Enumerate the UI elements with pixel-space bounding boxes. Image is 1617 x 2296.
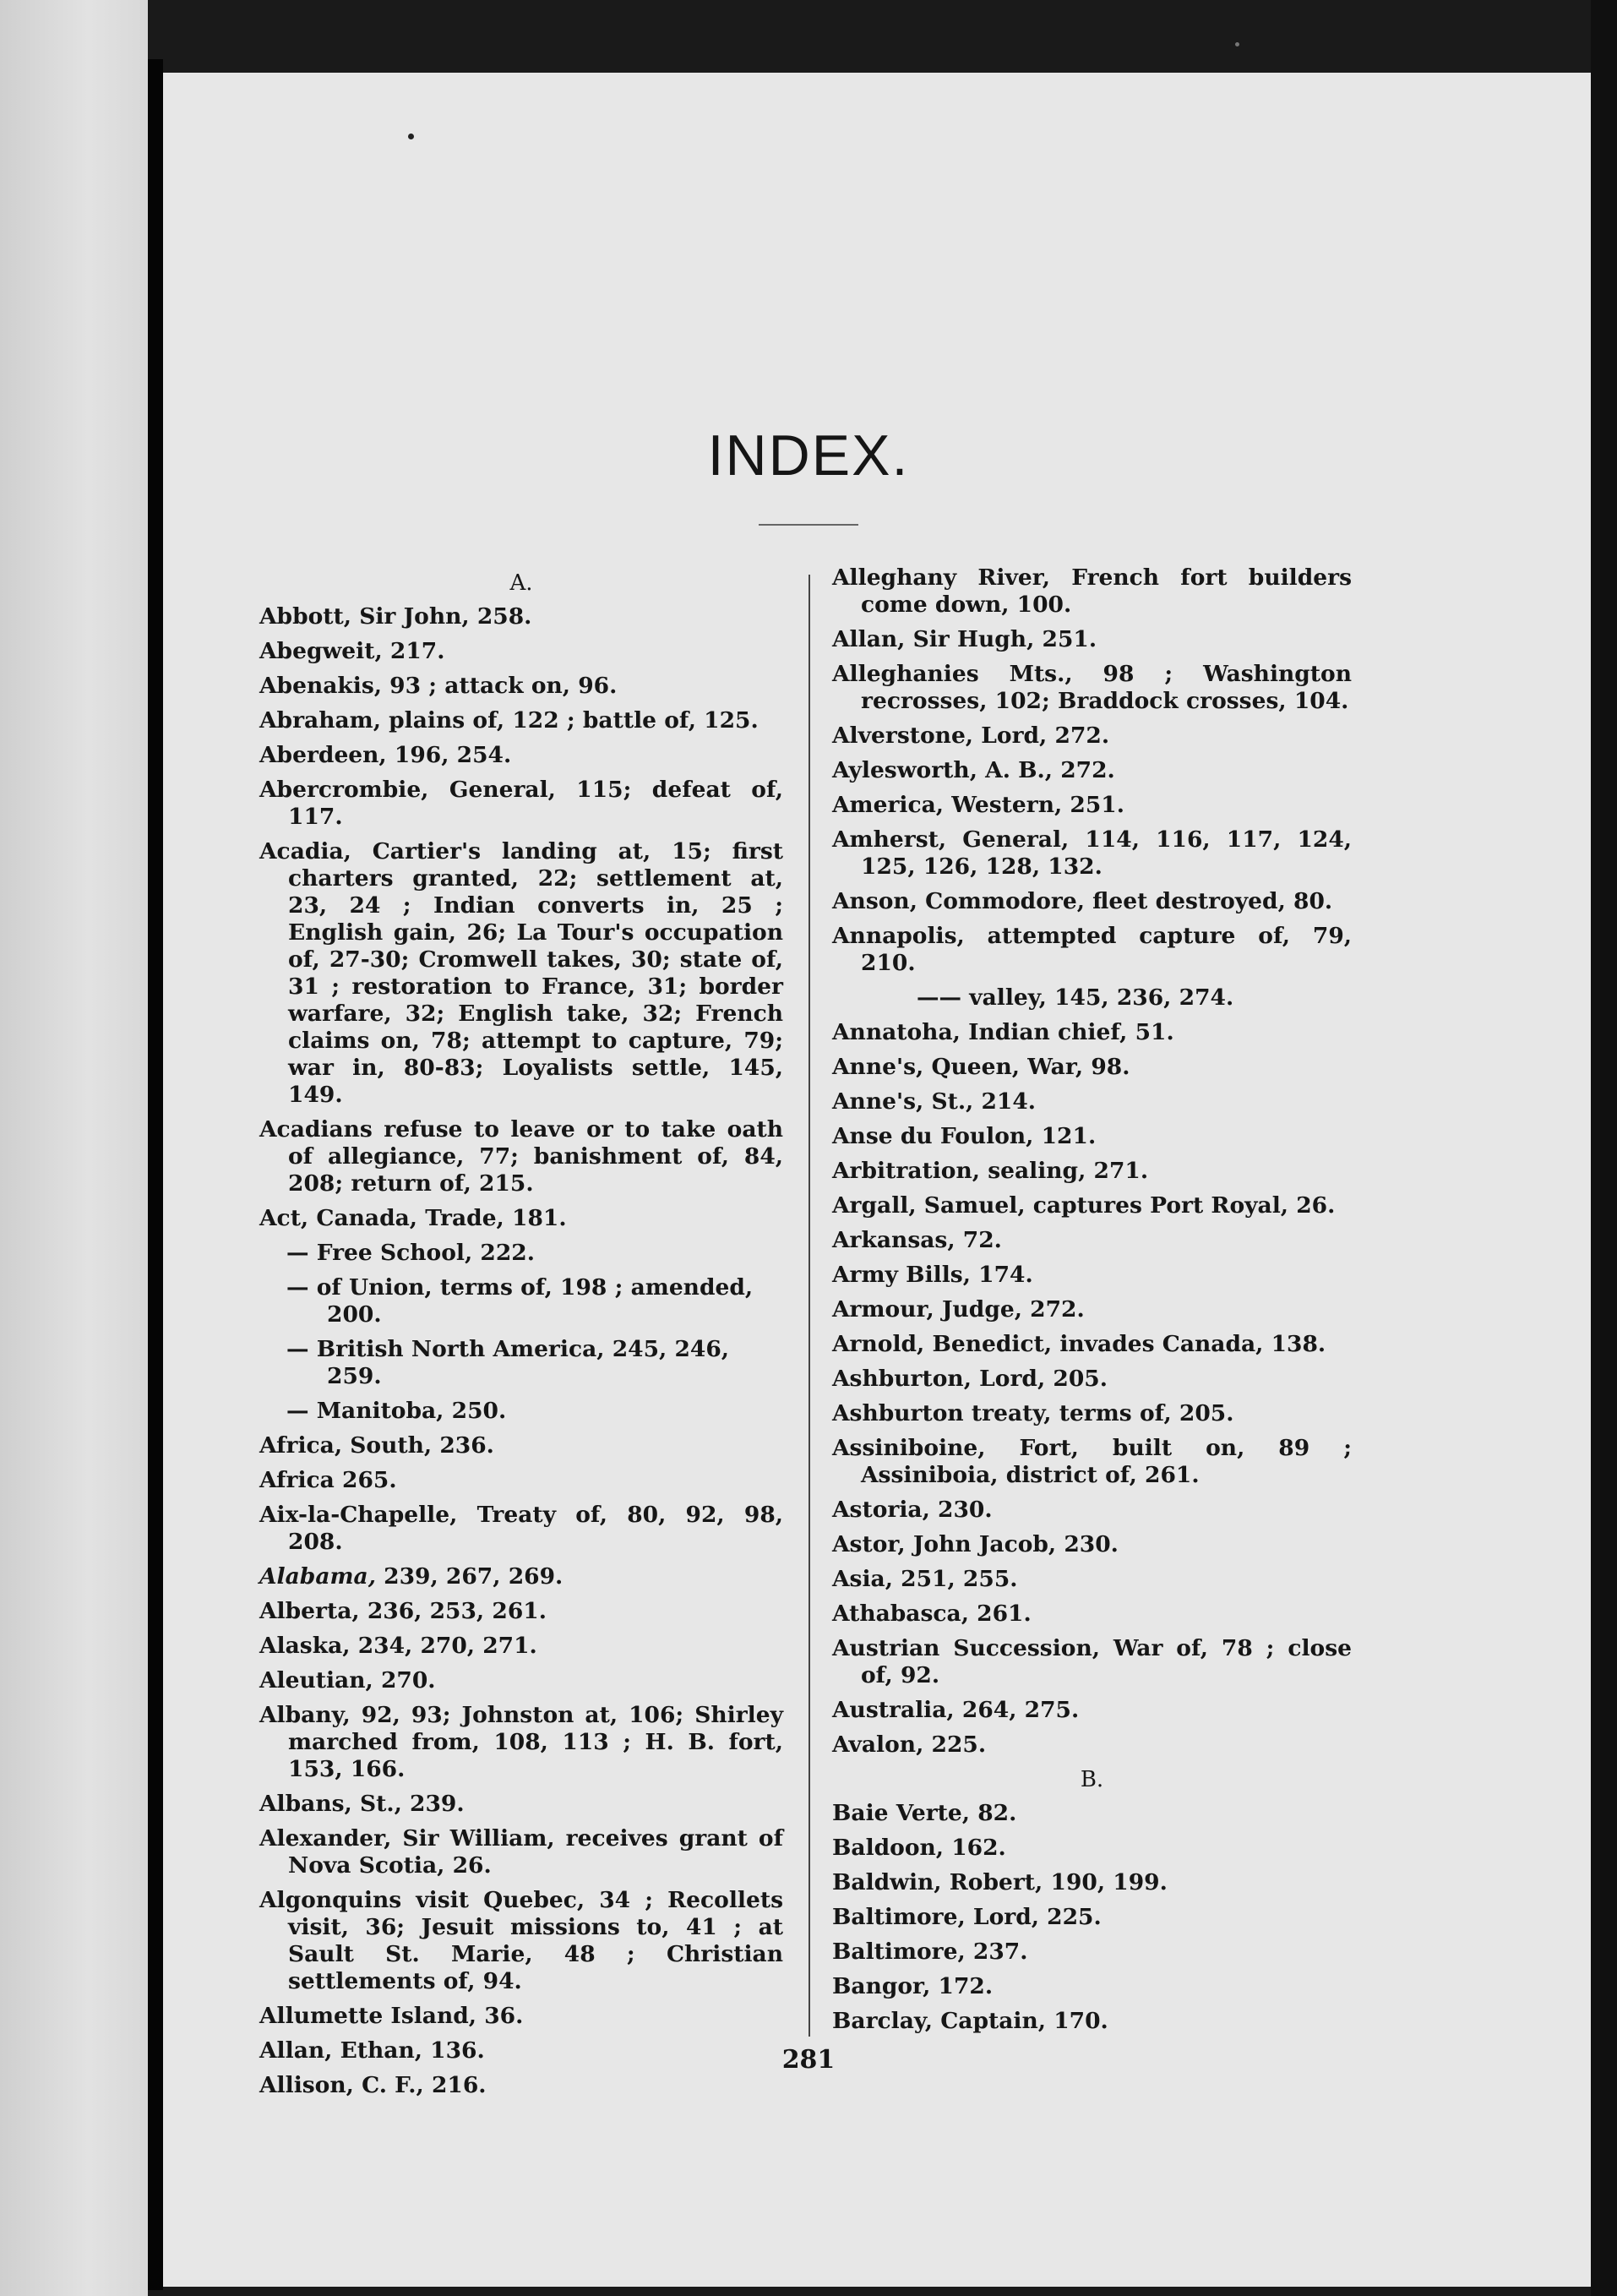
index-subentry: — Manitoba, 250. — [286, 1398, 507, 1424]
index-entry: Alberta, 236, 253, 261. — [259, 1598, 547, 1624]
index-subentry: —— valley, 145, 236, 274. — [917, 984, 1234, 1011]
index-entry: Acadia, Cartier's landing at, 15; first charters granted, 22; settlement at, 23, 24 ; Indian converts in, 25 ; English gain, 26; La Tour's occupation of, 27-30; Cromwell takes, 30; state of, 31 ; restoration to France, 31; border warfare, 32; English take, 32; French claims on, 78; attempt to capture, 79; war in, 80-83; Loyalists settle, 145, 149. — [259, 838, 783, 1108]
index-entry: Baldoon, 162. — [832, 1835, 1006, 1861]
index-entry: Argall, Samuel, captures Port Royal, 26. — [832, 1192, 1336, 1219]
index-entry: Aylesworth, A. B., 272. — [832, 757, 1115, 783]
index-entry: Abegweit, 217. — [259, 638, 445, 664]
index-subentry: — of Union, terms of, 198 ; amended, 200. — [286, 1274, 754, 1328]
index-entry: Ashburton, Lord, 205. — [832, 1366, 1108, 1392]
index-entry: Armour, Judge, 272. — [832, 1296, 1085, 1323]
index-entry: Arkansas, 72. — [832, 1227, 1002, 1253]
index-entry: Athabasca, 261. — [832, 1601, 1032, 1627]
entry-group-1 — [259, 603, 783, 1232]
index-entry: Astoria, 230. — [832, 1497, 993, 1523]
section-letter-a: A. — [509, 570, 533, 596]
index-entry: Alaska, 234, 270, 271. — [259, 1633, 537, 1659]
index-entry: Arbitration, sealing, 271. — [832, 1158, 1149, 1184]
index-entry: Army Bills, 174. — [832, 1262, 1033, 1288]
entry-group-r2 — [832, 1019, 1352, 1759]
section-letter-b: B. — [1080, 1767, 1104, 1792]
ink-speck — [1235, 42, 1239, 46]
entry-group-2 — [259, 1432, 783, 1590]
index-entry: Annapolis, attempted capture of, 79, 210. — [832, 923, 1352, 976]
index-entry: Alexander, Sir William, receives grant of Nova Scotia, 26. — [259, 1825, 783, 1879]
index-entry: Baldwin, Robert, 190, 199. — [832, 1869, 1168, 1895]
index-entry: Asia, 251, 255. — [832, 1566, 1018, 1592]
ink-speck — [408, 134, 414, 139]
index-column-right — [832, 564, 1352, 2042]
index-entry: Aleutian, 270. — [259, 1667, 436, 1693]
page-title: INDEX. — [707, 423, 910, 488]
index-entry: America, Western, 251. — [832, 792, 1124, 818]
index-entry: Anne's, Queen, War, 98. — [832, 1054, 1130, 1080]
adjacent-page-margin — [0, 0, 148, 2296]
column-divider — [808, 575, 810, 2037]
index-entry: Anse du Foulon, 121. — [832, 1123, 1097, 1149]
page-binding-edge — [148, 59, 163, 2290]
index-entry: Albans, St., 239. — [259, 1791, 465, 1817]
alabama-pages: 239, 267, 269. — [375, 1563, 564, 1590]
index-entry: Bangor, 172. — [832, 1973, 994, 1999]
index-entry: Anne's, St., 214. — [832, 1088, 1037, 1115]
index-entry: Baltimore, 237. — [832, 1939, 1028, 1965]
index-entry: Alleghany River, French fort builders come down, 100. — [832, 564, 1352, 618]
index-entry: Assiniboine, Fort, built on, 89 ; Assiniboia, district of, 261. — [832, 1435, 1352, 1488]
index-entry: Barclay, Captain, 170. — [832, 2008, 1108, 2034]
index-entry: Aix-la-Chapelle, Treaty of, 80, 92, 98, 208. — [259, 1502, 783, 1555]
title-rule — [759, 524, 858, 526]
index-entry: Allan, Ethan, 136. — [259, 2037, 485, 2064]
act-subentries — [259, 1240, 783, 1425]
index-entry: Africa 265. — [259, 1467, 397, 1493]
index-entry: Aberdeen, 196, 254. — [259, 742, 512, 768]
index-entry: Abenakis, 93 ; attack on, 96. — [259, 673, 618, 699]
index-entry: Amherst, General, 114, 116, 117, 124, 125, 126, 128, 132. — [832, 826, 1352, 880]
index-entry: Ashburton treaty, terms of, 205. — [832, 1400, 1234, 1426]
entry-group-3 — [259, 1598, 783, 2099]
index-entry: Avalon, 225. — [832, 1732, 987, 1758]
index-entry: Austrian Succession, War of, 78 ; close of, 92. — [832, 1635, 1352, 1688]
index-entry: Africa, South, 236. — [259, 1432, 494, 1459]
index-entry: Baltimore, Lord, 225. — [832, 1904, 1102, 1930]
index-entry: Abbott, Sir John, 258. — [259, 603, 532, 630]
index-entry: Allumette Island, 36. — [259, 2003, 524, 2029]
index-entry: Alverstone, Lord, 272. — [832, 723, 1110, 749]
index-entry: Abercrombie, General, 115; defeat of, 117. — [259, 777, 783, 830]
index-entry: Anson, Commodore, fleet destroyed, 80. — [832, 888, 1333, 914]
index-entry: Annatoha, Indian chief, 51. — [832, 1019, 1174, 1045]
index-entry: Astor, John Jacob, 230. — [832, 1531, 1119, 1557]
index-entry: Acadians refuse to leave or to take oath of allegiance, 77; banishment of, 84, 208; return of, 215. — [259, 1116, 783, 1197]
index-entry: Act, Canada, Trade, 181. — [259, 1205, 567, 1231]
page-right-edge — [1591, 0, 1617, 2296]
index-entry-alabama — [259, 1563, 783, 1590]
index-entry: Australia, 264, 275. — [832, 1697, 1080, 1723]
index-entry: Allan, Sir Hugh, 251. — [832, 626, 1097, 652]
index-entry: Alleghanies Mts., 98 ; Washington recrosses, 102; Braddock crosses, 104. — [832, 661, 1352, 714]
entry-group-b — [832, 1800, 1352, 2035]
index-subentry: — British North America, 245, 246, 259. — [286, 1336, 730, 1389]
entry-group-r1 — [832, 564, 1352, 1012]
index-entry: Baie Verte, 82. — [832, 1800, 1017, 1826]
index-entry: Algonquins visit Quebec, 34 ; Recollets visit, 36; Jesuit missions to, 41 ; at Sault St. Marie, 48 ; Christian settlements of, 94. — [259, 1887, 783, 1994]
index-subentry: — Free School, 222. — [286, 1240, 535, 1266]
page-number: 281 — [781, 2045, 836, 2075]
index-entry: Allison, C. F., 216. — [259, 2072, 487, 2098]
index-column-left — [259, 564, 783, 2107]
index-entry: Arnold, Benedict, invades Canada, 138. — [832, 1331, 1326, 1357]
alabama-name: Alabama, — [259, 1563, 376, 1590]
index-entry: Abraham, plains of, 122 ; battle of, 125. — [259, 707, 759, 734]
index-entry: Albany, 92, 93; Johnston at, 106; Shirley marched from, 108, 113 ; H. B. fort, 153, 166. — [259, 1702, 783, 1782]
